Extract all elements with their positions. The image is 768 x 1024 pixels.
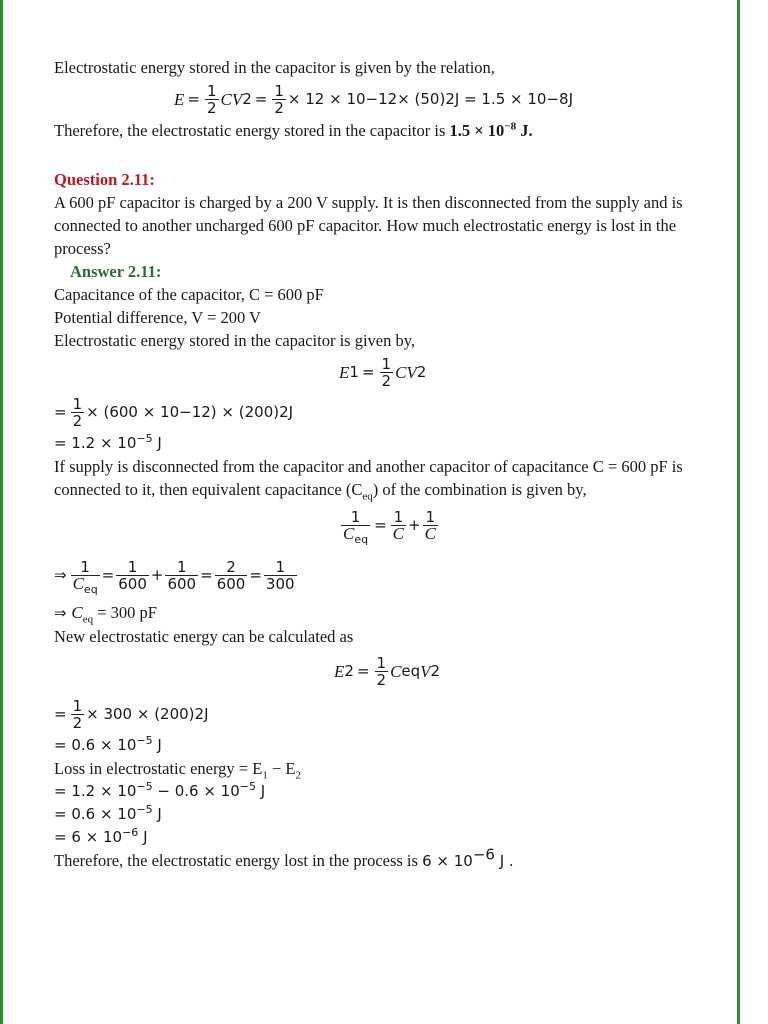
loss-step-1: = $1.2 \times 10^{-5} - 0.6 \times 10^{-5}$ J (54, 780, 266, 800)
page-border-left (0, 0, 3, 1024)
loss-step-3: = $6 \times 10^{-6}$ J (54, 826, 148, 846)
energy-given-line: Electrostatic energy stored in the capacitor is given by, (54, 331, 416, 350)
page-border-right (737, 0, 740, 1024)
energy-equation-1: E = $\frac{1}{2}$ CV 2 = $\frac{1}{2}$ × 12 × 10 −12 × (50) 2 J = 1.5 × 10 −8 J (174, 81, 574, 117)
question-text: A 600 pF capacitor is charged by a 200 V supply. It is then disconnected from the supply and is connected to another uncharged 600 pF capacitor. How much electrostatic energy is lost in the process? (54, 193, 683, 258)
equivalent-capacitance-text: If supply is disconnected from the capacitor and another capacitor of capacitance C = 600 pF is connected to it, then equivalent capacitance $(C_{eq})$ of the combination is given by, (54, 457, 683, 503)
final-answer-line: Therefore, the electrostatic energy lost in the process is $6 \times 10^{-6}$ J . (54, 845, 514, 870)
answer-heading: Answer 2.11: (70, 262, 162, 281)
ceq-result: ⇒ $C_{eq} = 300$ pF (54, 603, 157, 626)
substitution-e1: = $\frac{1}{2}$ × (600 × 10 −12 ) × (200) 2 J (54, 394, 294, 430)
capacitance-line: Capacitance of the capacitor, C = 600 pF (54, 285, 324, 304)
series-calculation: ⇒ $\frac{1}{C_{eq}}$ = $\frac{1}{600}$ + $\frac{1}{600}$ = $\frac{2}{600}$ = $\frac{1}{300}$ (54, 557, 295, 596)
therefore-line-1: Therefore, the electrostatic energy stored in the capacitor is $1.5 \times 10^{-8}$ J. (54, 120, 533, 140)
energy-equation-e1: E 1 = $\frac{1}{2}$ CV 2 (339, 354, 427, 390)
new-energy-line: New electrostatic energy can be calculated as (54, 627, 354, 646)
document-page (54, 56, 724, 873)
substitution-e2: = $\frac{1}{2}$ × 300 × (200) 2 J (54, 696, 209, 732)
question-heading: Question 2.11: (54, 170, 155, 189)
result-e2: = $0.6 \times 10^{-5}$ J (54, 734, 162, 754)
loss-line: Loss in electrostatic energy = $E_1 - E_2$ (54, 759, 301, 782)
potential-line: Potential difference, V = 200 V (54, 308, 261, 327)
energy-equation-e2: E 2 = $\frac{1}{2}$ C eq V 2 (334, 653, 441, 689)
result-e1: = $1.2 \times 10^{-5}$ J (54, 432, 162, 452)
loss-step-2: = $0.6 \times 10^{-5}$ J (54, 803, 162, 823)
series-formula: $\frac{1}{C_{eq}}$ = $\frac{1}{C}$ + $\frac{1}{C}$ (343, 507, 436, 546)
intro-line: Electrostatic energy stored in the capacitor is given by the relation, (54, 58, 495, 77)
